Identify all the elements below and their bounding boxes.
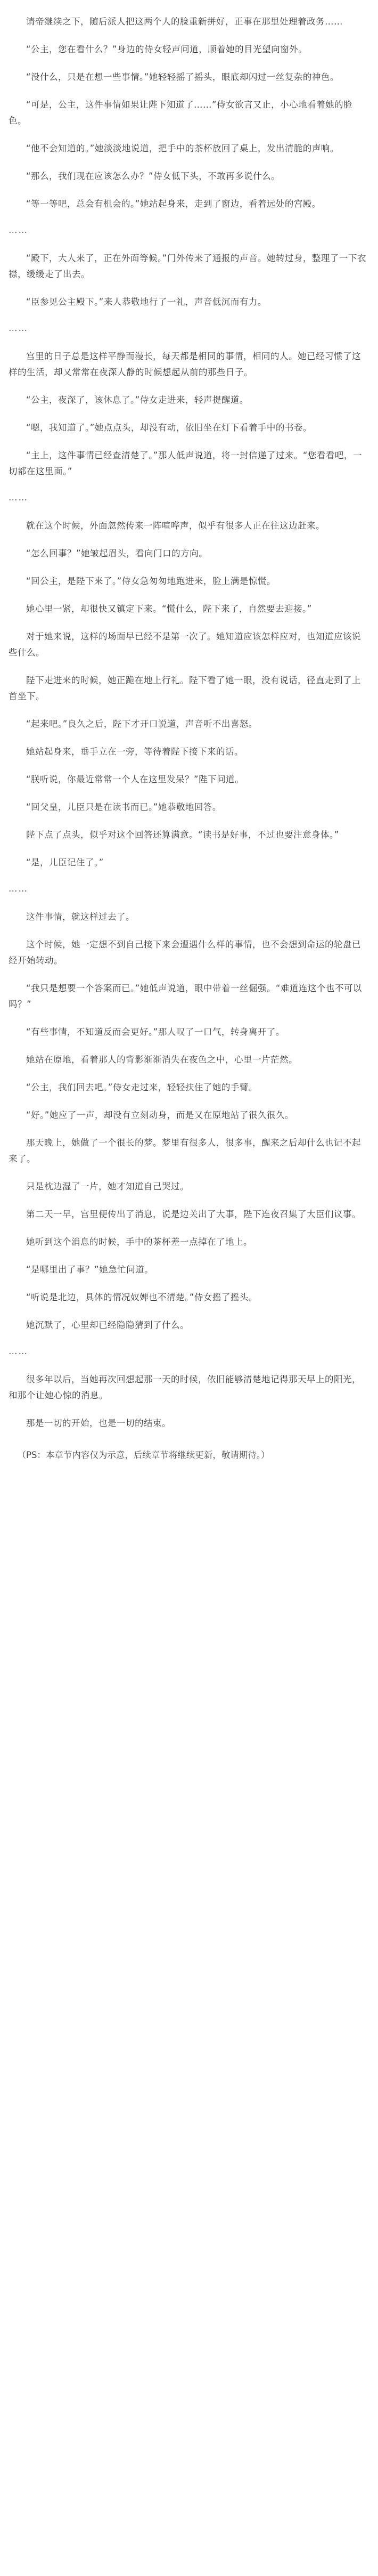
paragraph: “朕听说，你最近常常一个人在这里发呆？”陛下问道。 — [26, 774, 244, 784]
paragraph: “没什么，只是在想一些事情。”她轻轻摇了摇头，眼底却闪过一丝复杂的神色。 — [26, 72, 339, 82]
paragraph: “臣参见公主殿下。”来人恭敬地行了一礼，声音低沉而有力。 — [26, 297, 267, 307]
paragraph: 陛下走进来的时候，她正跪在地上行礼。陛下看了她一眼，没有说话，径直走到了上首坐下。 — [9, 675, 361, 701]
paragraph: “怎么回事？”她皱起眉头，看向门口的方向。 — [26, 548, 208, 558]
author-note: （PS：本章节内容仅为示意，后续章节将继续更新，敬请期待。） — [17, 1450, 270, 1460]
paragraph: “可是，公主，这件事情如果让陛下知道了……”侍女欲言又止，小心地看着她的脸色。 — [9, 100, 353, 126]
paragraph: 很多年以后，当她再次回想起那一天的时候，依旧能够清楚地记得那天早上的阳光，和那个让她心惊的消息。 — [9, 1374, 361, 1400]
section-separator: …… — [9, 492, 28, 503]
paragraph: “等一等吧，总会有机会的。”她站起身来，走到了窗边，看着远处的宫殿。 — [26, 199, 321, 209]
paragraph: “他不会知道的。”她淡淡地说道，把手中的茶杯放回了桌上，发出清脆的声响。 — [26, 143, 339, 153]
paragraph: “好。”她应了一声，却没有立刻动身，而是又在原地站了很久很久。 — [26, 1110, 294, 1120]
paragraph: 那天晚上，她做了一个很长的梦。梦里有很多人，很多事，醒来之后却什么也记不起来了。 — [9, 1138, 361, 1164]
paragraph: 就在这个时候，外面忽然传来一阵喧哗声，似乎有很多人正在往这边赶来。 — [26, 521, 325, 531]
paragraph: “回父皇，儿臣只是在读书而已。”她恭敬地回答。 — [26, 802, 221, 812]
paragraph: 这件事情，就这样过去了。 — [26, 912, 135, 922]
paragraph: 她站在原地，看着那人的背影渐渐消失在夜色之中，心里一片茫然。 — [26, 1055, 298, 1065]
paragraph: “是哪里出了事？”她急忙问道。 — [26, 1265, 154, 1275]
paragraph: 对于她来说，这样的场面早已经不是第一次了。她知道应该怎样应对，也知道应该说些什么。 — [9, 631, 361, 658]
paragraph: 她站起身来，垂手立在一旁，等待着陛下接下来的话。 — [26, 747, 243, 757]
paragraph: “回公主，是陛下来了。”侍女急匆匆地跑进来，脸上满是惊慌。 — [26, 576, 276, 586]
paragraph: 宫里的日子总是这样平静而漫长，每天都是相同的事情，相同的人。她已经习惯了这样的生活，却又常常在夜深人静的时候想起从前的那些日子。 — [9, 351, 361, 377]
section-separator: …… — [9, 884, 28, 894]
paragraph: “公主，我们回去吧。”侍女走过来，轻轻扶住了她的手臂。 — [26, 1082, 258, 1092]
article-body — [9, 14, 369, 1431]
paragraph: 那是一切的开始，也是一切的结束。 — [26, 1418, 171, 1428]
paragraph: “公主，您在看什么？”身边的侍女轻声问道，顺着她的目光望向窗外。 — [26, 44, 308, 54]
paragraph: “嗯，我知道了。”她点点头，却没有动，依旧坐在灯下看着手中的书卷。 — [26, 423, 312, 433]
paragraph: “起来吧。”良久之后，陛下才开口说道，声音听不出喜怒。 — [26, 719, 258, 729]
section-separator: …… — [9, 1346, 28, 1356]
paragraph: 她沉默了，心里却已经隐隐猜到了什么。 — [26, 1320, 189, 1330]
paragraph: 第二天一早，宫里便传出了消息，说是边关出了大事，陛下连夜召集了大臣们议事。 — [26, 1209, 361, 1219]
paragraph: 只是枕边湿了一片，她才知道自己哭过。 — [26, 1181, 189, 1192]
paragraph: “殿下，大人来了，正在外面等候。”门外传来了通报的声音。她转过身，整理了一下衣襟，缓缓走了出去。 — [9, 253, 366, 279]
paragraph: 这个时候，她一定想不到自己接下来会遭遇什么样的事情，也不会想到命运的轮盘已经开始转动。 — [9, 939, 361, 966]
paragraph: 她听到这个消息的时候，手中的茶杯差一点掉在了地上。 — [26, 1237, 252, 1247]
paragraph: “主上，这件事情已经查清楚了。”那人低声说道，将一封信递了过来。“您看看吧，一切都在这里面。” — [9, 450, 362, 476]
paragraph: “听说是北边，具体的情况奴婢也不清楚。”侍女摇了摇头。 — [26, 1292, 258, 1302]
paragraph: “那么，我们现在应该怎么办？”侍女低下头，不敢再多说什么。 — [26, 171, 281, 181]
paragraph: 陛下点了点头，似乎对这个回答还算满意。“读书是好事，不过也要注意身体。” — [26, 830, 339, 840]
paragraph: 请帝继续之下，随后派人把这两个人的脸重新拼好，正事在那里处理着政务…… — [26, 17, 343, 27]
paragraph: 她心里一紧，却很快又镇定下来。“慌什么，陛下来了，自然要去迎接。” — [26, 604, 312, 614]
paragraph: “公主，夜深了，该休息了。”侍女走进来，轻声提醒道。 — [26, 395, 249, 405]
section-separator: …… — [9, 323, 28, 333]
paragraph: “是，儿臣记住了。” — [26, 857, 104, 868]
paragraph: “有些事情，不知道反而会更好。”那人叹了一口气，转身离开了。 — [26, 1027, 285, 1037]
section-separator: …… — [9, 225, 28, 235]
paragraph: “我只是想要一个答案而已。”她低声说道，眼中带着一丝倔强。“难道连这个也不可以吗？” — [9, 983, 362, 1009]
